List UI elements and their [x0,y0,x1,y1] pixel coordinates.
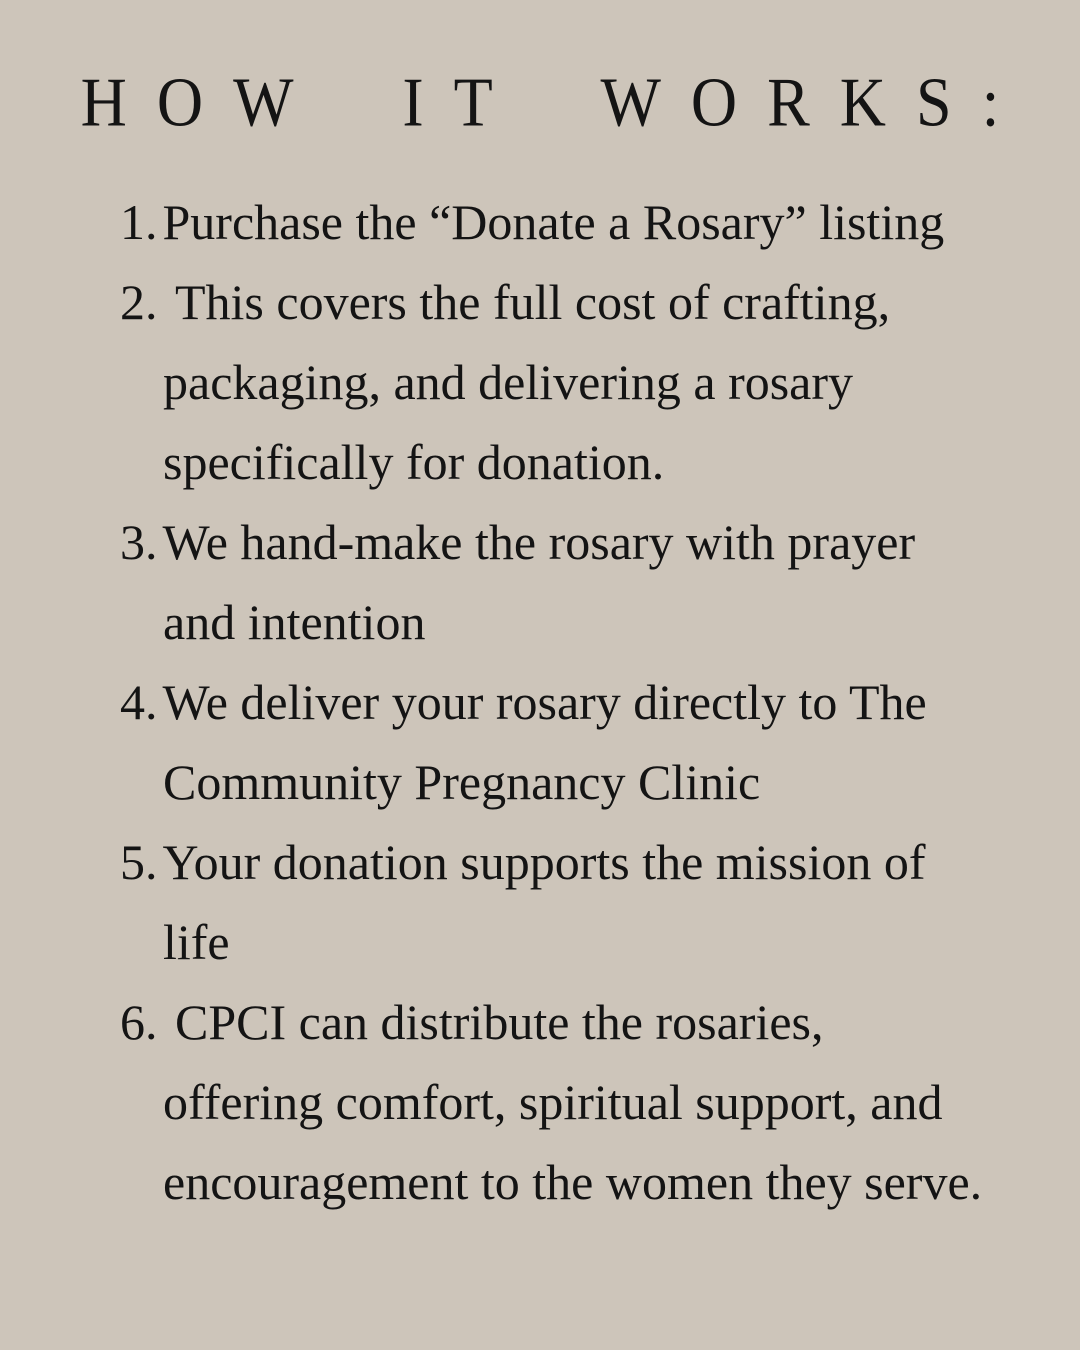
page-title: HOW IT WORKS: [80,62,1030,141]
list-item-3 [120,502,993,662]
list-item-1-text: Purchase the “Donate a Rosary” listing [162,194,945,250]
list-item-4-text: We deliver your rosary directly to The Community Pregnancy Clinic [162,674,927,810]
list-item-5 [120,822,993,982]
list-item-5-number: 5. [120,834,158,890]
list-item-1 [120,182,993,262]
list-item-1-number: 1. [120,194,158,250]
list-item-6 [120,982,993,1222]
list-item-2-number: 2. [120,274,158,330]
list-item-5-text: Your donation supports the mission of life [162,834,926,970]
how-it-works-list [0,182,993,1222]
list-item-3-text: We hand-make the rosary with prayer and intention [162,514,916,650]
list-item-4-number: 4. [120,674,158,730]
list-item-4 [120,662,993,822]
list-item-3-number: 3. [120,514,158,570]
list-item-6-text: CPCI can distribute the rosaries, offering comfort, spiritual support, and encouragement to the women they serve. [162,994,983,1210]
list-item-6-number: 6. [120,994,158,1050]
list-item-2 [120,262,993,502]
list-item-2-text: This covers the full cost of crafting, packaging, and delivering a rosary specifically for donation. [162,274,891,490]
